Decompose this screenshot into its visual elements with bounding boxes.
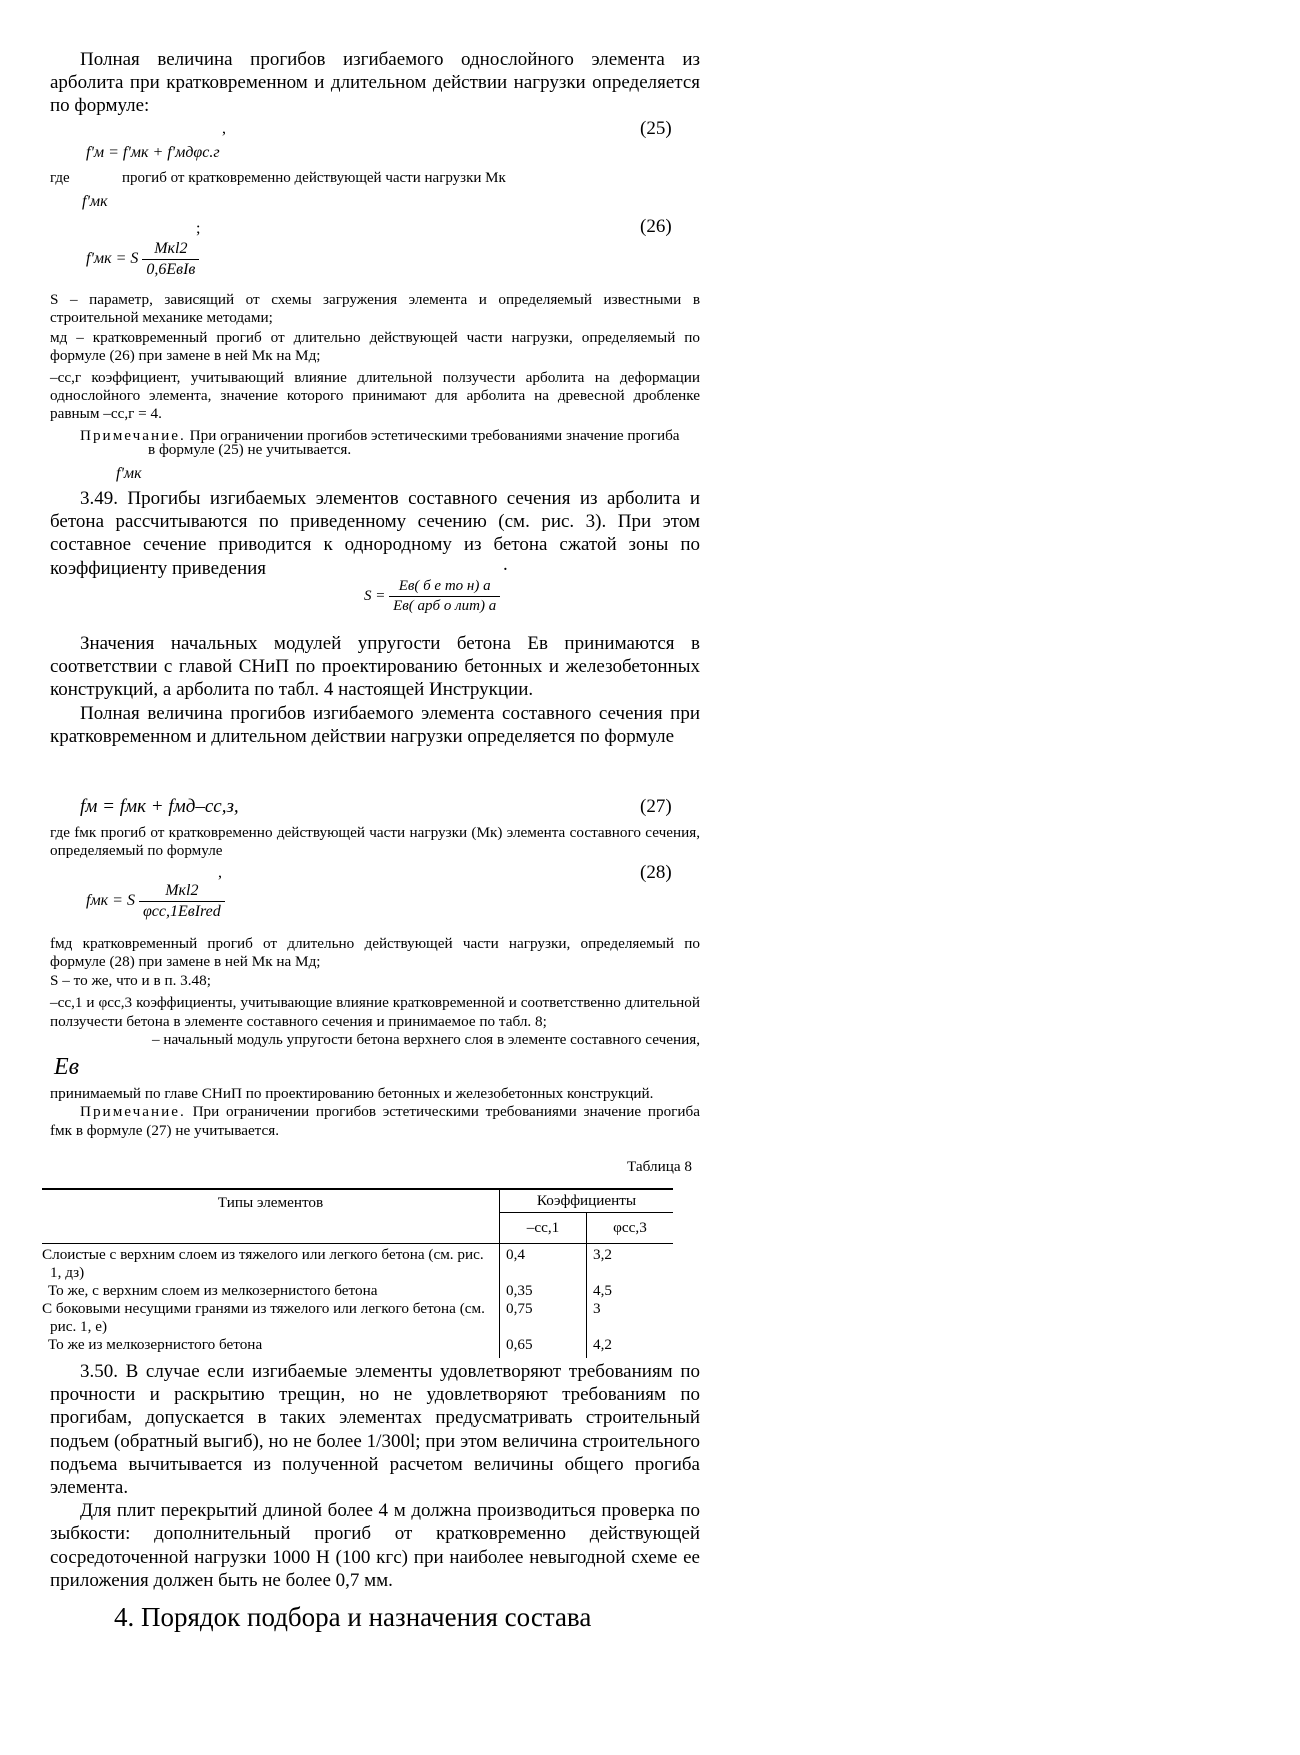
table8-head-c3: φсс,3 (587, 1213, 674, 1244)
table8-head-types-text: Типы элементов (217, 1194, 324, 1211)
table8-row-name: То же из мелкозернистого бетона (42, 1336, 500, 1358)
table8-row-c3: 3,2 (593, 1246, 612, 1263)
eq27-number: (27) (640, 796, 672, 817)
def-s-2: S – то же, что и в п. 3.48; (50, 971, 211, 989)
where-definition: прогиб от кратковременно действующей части нагрузки Мк (122, 170, 506, 186)
where-label: где (50, 170, 70, 186)
eq26-lhs: fʹмк = S (86, 250, 139, 268)
eq28-comma: , (218, 864, 222, 881)
eq25-comma: , (222, 120, 226, 137)
eq28-denominator: φсс,1EвIred (142, 903, 221, 920)
table8-row-c1: 0,35 (500, 1282, 587, 1300)
note-2-text: При ограничении прогибов эстетическими требованиями значение прогиба fмк в формуле (27) не учитывается. (50, 1103, 700, 1139)
p349-dot: . (503, 554, 508, 575)
table8-row-name: С боковыми несущими гранями из тяжелого или легкого бетона (см. рис. 1, е) (42, 1300, 500, 1336)
table-row (42, 1244, 673, 1283)
eq28-fraction (139, 882, 225, 921)
eq28-formula (86, 882, 225, 921)
paragraph-3-49: 3.49. Прогибы изгибаемых элементов составного сечения из арболита и бетона рассчитываются по приведенному сечению (см. рис. 3). При этом составное сечение приводится к однородному из бетона сжатой зоны по коэффициенту приведения (50, 488, 700, 579)
eq26-denominator: 0,6EвIв (146, 261, 196, 278)
eq25-number: (25) (640, 118, 672, 139)
eq28-lhs: fмк = S (86, 892, 135, 910)
note-2 (50, 1103, 700, 1140)
table8-row-name: Слоистые с верхним слоем из тяжелого или легкого бетона (см. рис. 1, дз) (42, 1244, 500, 1283)
paragraph-intro: Полная величина прогибов изгибаемого однослойного элемента из арболита при кратковременном и длительном действии нагрузки определяется по формуле: (50, 49, 700, 117)
fmk-symbol: fʹмк (82, 193, 108, 210)
eq26-fraction (142, 240, 199, 279)
table8-row-name: То же, с верхним слоем из мелкозернистого бетона (42, 1282, 500, 1300)
note-2-label: Примечание. (80, 1103, 186, 1121)
def-s: S – параметр, зависящий от схемы загружения элемента и определяемый известными в строительной механике методами; (50, 291, 700, 327)
s-formula (364, 578, 500, 615)
def-fmd: мд – кратковременный прогиб от длительно действующей части нагрузки, определяемый по формуле (26) при замене в ней Мк на Мд; (50, 328, 700, 365)
eq26-numerator: Мкl2 (142, 240, 199, 260)
def-fmd-2: fмд кратковременный прогиб от длительно действующей части нагрузки, определяемый по формуле (28) при замене в ней Мк на Мд; (50, 935, 700, 971)
eq28-number: (28) (640, 862, 672, 883)
table8-head-types (42, 1189, 500, 1244)
where-2: где fмк прогиб от кратковременно действующей части нагрузки (Мк) элемента составного сечения, определяемый по формуле (50, 824, 700, 860)
note-1-symbol: fʹмк (116, 465, 142, 482)
paragraph-3-50: 3.50. В случае если изгибаемые элементы удовлетворяют требованиям по прочности и раскрытию трещин, но не удовлетворяют требованиям по прогибам, допускается в таких элементах предусматривать строительный подъем (обратный выгиб), но не более 1/300l; при этом величина строительного подъема вычитывается из полученной расчетом величины общего прогиба элемента. (50, 1361, 700, 1499)
table8-row-c3: 4,5 (593, 1282, 612, 1299)
eq26-semicolon: ; (196, 220, 201, 237)
table8-head-c1: –сс,1 (500, 1213, 587, 1244)
note-1-label: Примечание. (80, 426, 186, 444)
table-row (42, 1282, 673, 1300)
eq26-formula (86, 240, 199, 279)
eq28-numerator: Мкl2 (139, 882, 225, 902)
paragraph-moduli: Значения начальных модулей упругости бетона Eв принимаются в соответствии с главой СНиП по проектированию бетонных и железобетонных конструкций, а арболита по табл. 4 настоящей Инструкции. (50, 633, 700, 701)
s-formula-lhs: S = (364, 587, 386, 604)
s-formula-numerator: Eв( б е то н) а (389, 578, 500, 597)
table8-row-c1: 0,65 (500, 1336, 587, 1358)
eq25-formula: fʹм = fʹмк + fʹмдφс.г (86, 144, 220, 161)
section-heading: 4. Порядок подбора и назначения состава (114, 1602, 592, 1632)
table-8 (42, 1188, 673, 1358)
table8-row-c1: 0,75 (500, 1300, 587, 1336)
s-formula-fraction (389, 578, 500, 615)
table8-row-c1: 0,4 (500, 1244, 587, 1283)
table8-head-coef: Коэффициенты (500, 1189, 674, 1213)
ev-symbol: Eв (54, 1054, 80, 1080)
table8-row-c3: 4,2 (593, 1336, 612, 1353)
table-row (42, 1300, 673, 1336)
note-1-text: При ограничении прогибов эстетическими требованиями значение прогиба (189, 426, 680, 444)
eq26-number: (26) (640, 216, 672, 237)
def-coefs: –сс,1 и φсс,3 коэффициенты, учитывающие влияние кратковременной и соответственно длительной ползучести бетона в элементе составного сечения и принимаемое по табл. 8; (50, 994, 700, 1030)
table8-row-c3: 3 (593, 1300, 601, 1317)
eq27-formula: fм = fмк + fмд–сс,з, (80, 796, 239, 817)
note-1-tail: в формуле (25) не учитывается. (148, 441, 352, 458)
table-row (42, 1336, 673, 1358)
def-ev: – начальный модуль упругости бетона верхнего слоя в элементе составного сечения, (151, 1031, 700, 1049)
s-formula-denominator: Eв( арб о лит) а (393, 598, 497, 614)
table8-caption: Таблица 8 (627, 1158, 692, 1175)
paragraph-full-deflection: Полная величина прогибов изгибаемого элемента составного сечения при кратковременном и длительном действии нагрузки определяется по формуле (50, 702, 700, 747)
def-ev-cont: принимаемый по главе СНиП по проектированию бетонных и железобетонных конструкций. (50, 1085, 654, 1102)
def-coef: –сс,г коэффициент, учитывающий влияние длительной ползучести арболита на деформации однослойного элемента, значение которого принимают для арболита на древесной дробленке равным –сс,г = 4. (50, 368, 700, 423)
paragraph-plates: Для плит перекрытий длиной более 4 м должна производиться проверка по зыбкости: дополнительный прогиб от кратковременно действующей сосредоточенной нагрузки 1000 Н (100 кгс) при наиболее невыгодной схеме ее приложения должен быть не более 0,7 мм. (50, 1500, 700, 1591)
